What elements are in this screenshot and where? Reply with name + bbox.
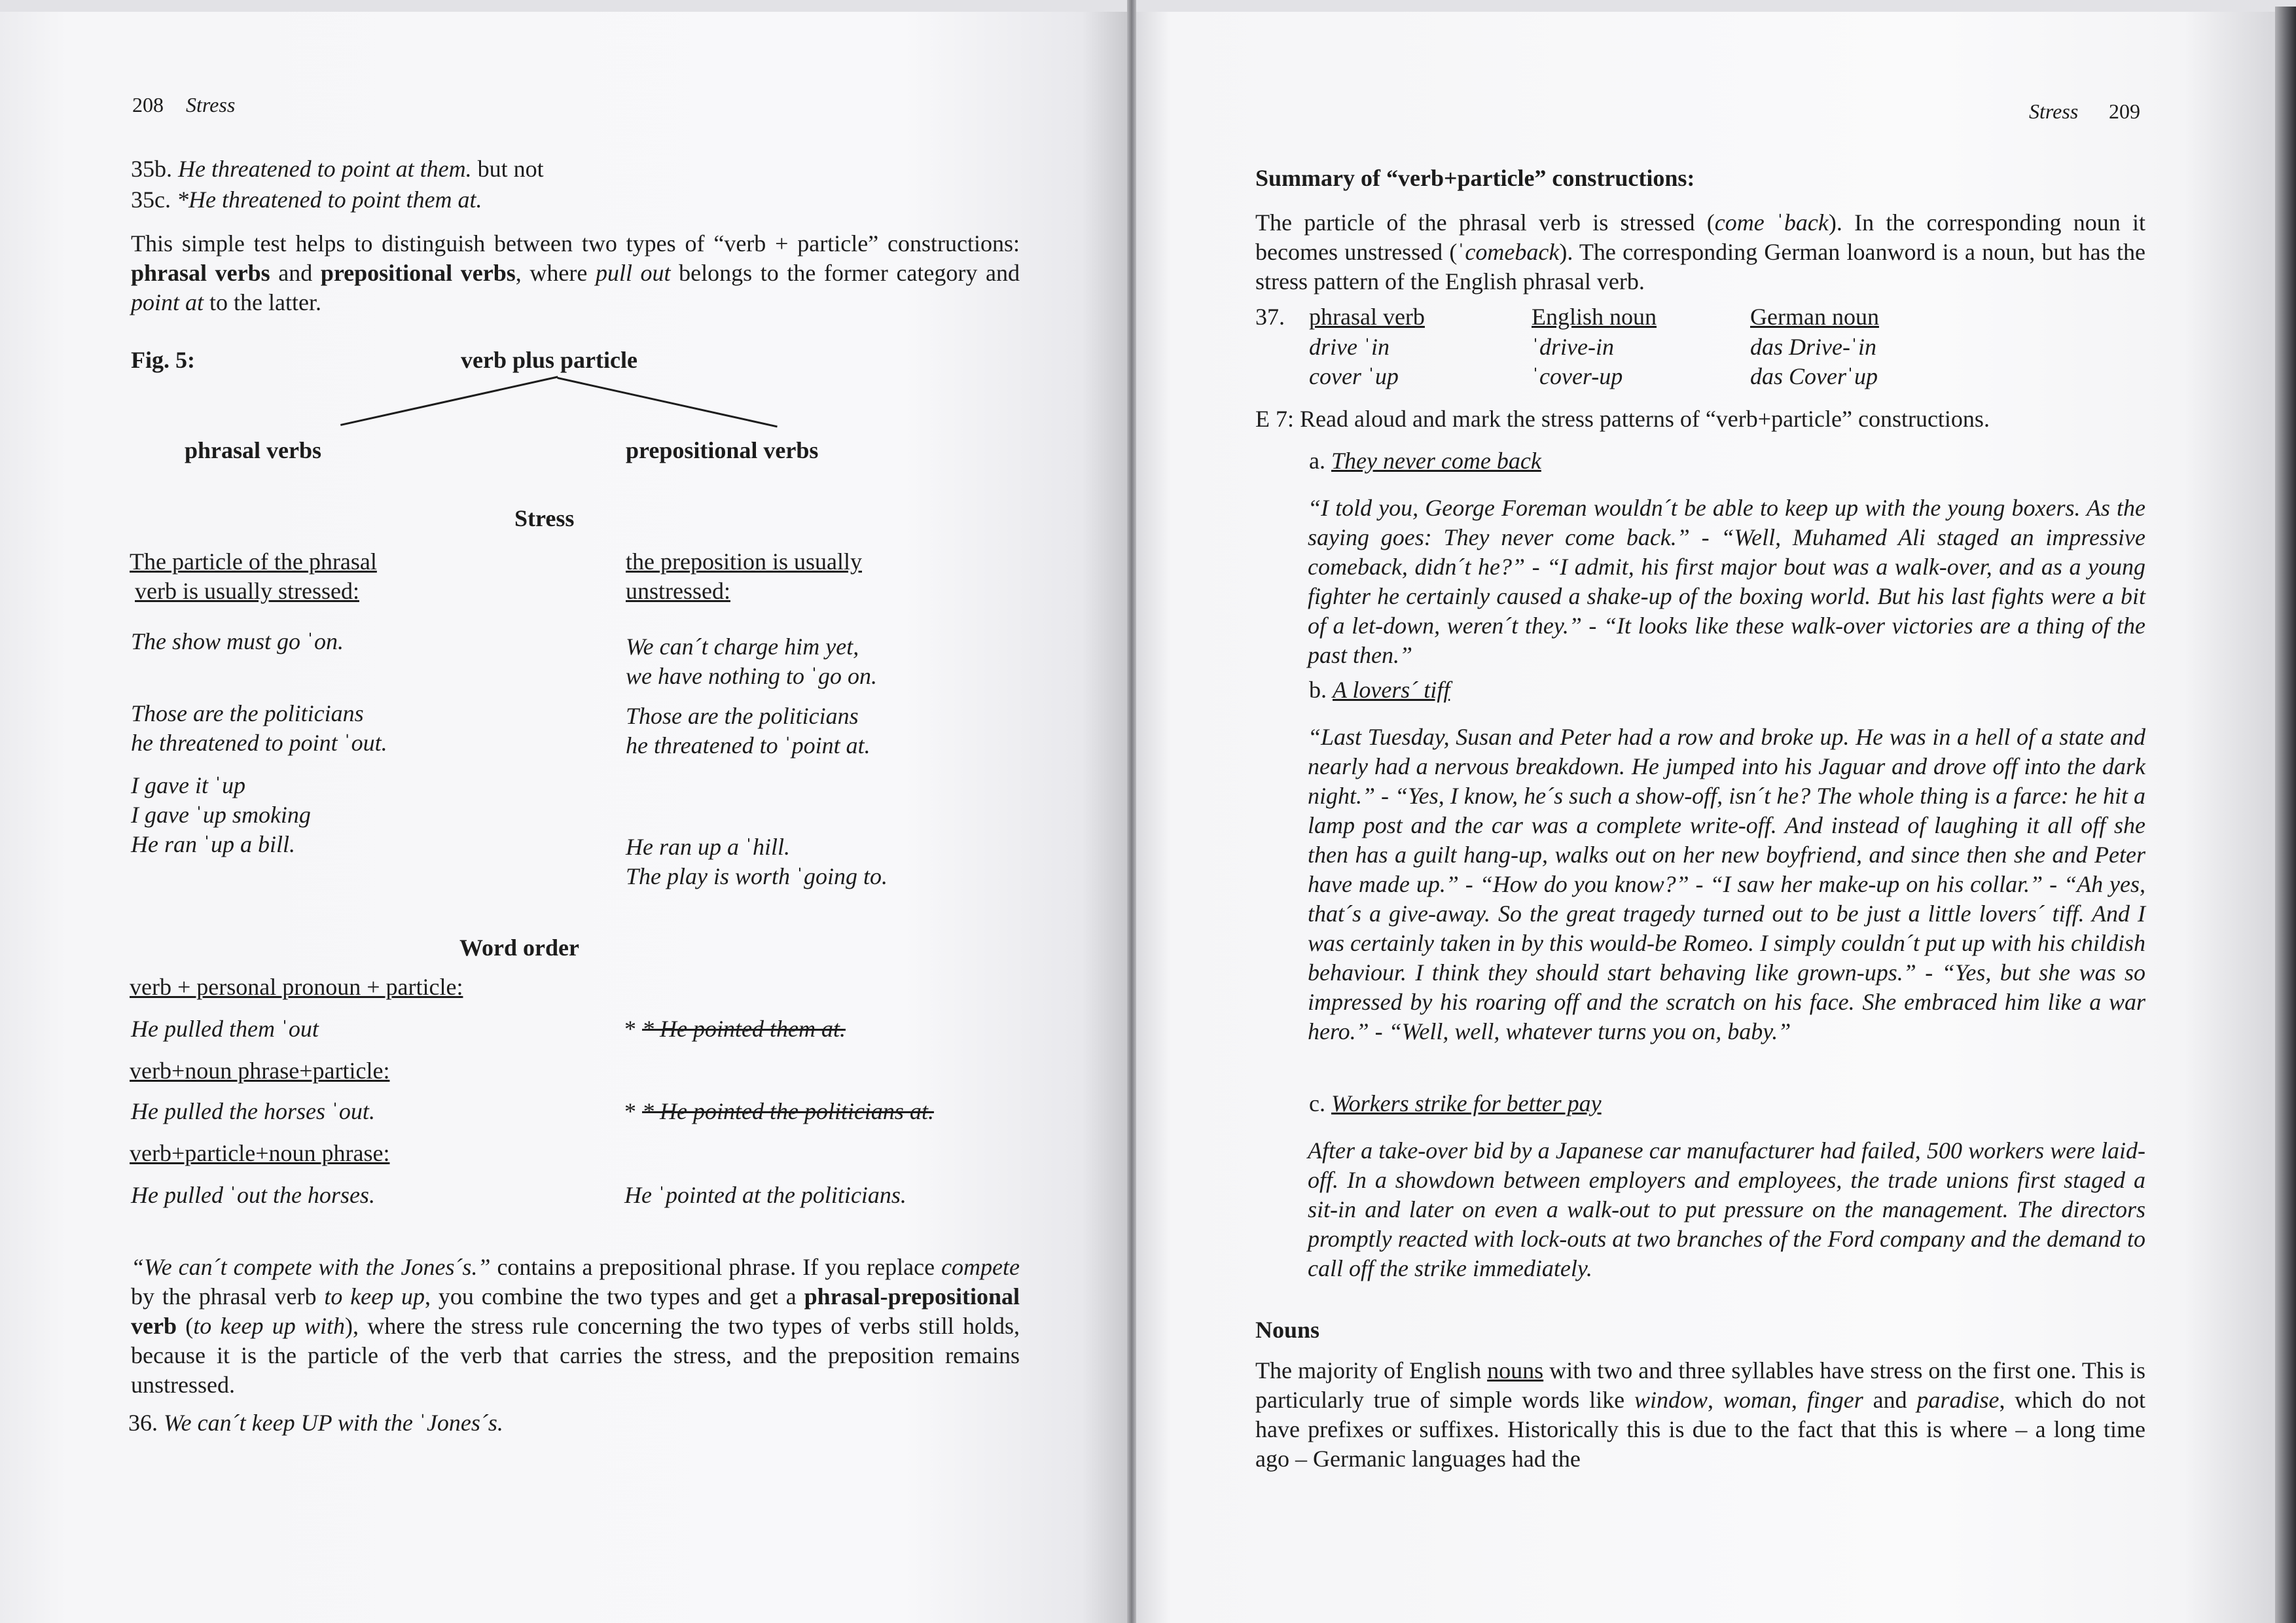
word-order-ex-3-right: He ˈpointed at the politicians. [624,1182,906,1208]
stress-heading: Stress [514,505,575,531]
figure-left-branch-line [340,376,558,426]
word-order-heading: Word order [459,935,579,961]
word-order-ex-2-right: * * He pointed the politicians at. [624,1098,934,1124]
example-gave-2: I gave ˈup smoking [131,802,311,828]
exercise-c-text: After a take-over bid by a Japanese car manufacturer had failed, 500 workers were laid-off. In a showdown between employers and employees, the trade unions first staged a sit-in and later on even a walk-out to put pressure on the management. The directors promptly reacted with lock-outs at two branches of the Ford company and the demand to call off the strike immediately. [1308,1137,2145,1281]
example-politicians-right-1: Those are the politicians [626,703,859,729]
book-gutter [1127,0,1136,1623]
nouns-paragraph: The majority of English nouns with two and three syllables have stress on the first one. This is particularly true of simple words like window, woman, finger and paradise, which do not have prefixes or suffixes. Historically this is due to the fact that this is where – a long time ago – Germanic languages had the [1255,1357,2146,1472]
word-order-rule-1: verb + personal pronoun + particle: [130,974,463,1000]
word-order-rule-3: verb+particle+noun phrase: [130,1140,390,1166]
exercise-b-title: b. A lovers´ tiff [1309,677,1450,703]
word-order-ex-3-left: He pulled ˈout the horses. [131,1182,375,1208]
exercise-c-title: c. Workers strike for better pay [1309,1090,1602,1116]
example-politicians-left-1: Those are the politicians [131,700,364,726]
table-cell: das Drive-ˈin [1750,334,1876,360]
table-cell: ˈcover-up [1532,363,1623,389]
example-show: The show must go ˈon. [131,628,344,654]
page-number: 209 [2109,99,2140,123]
example-37-number: 37. [1255,304,1285,330]
summary-paragraph: The particle of the phrasal verb is stressed (come ˈback). In the corresponding noun it becomes unstressed (ˈcomeback). The corresponding German loanword is a noun, but has the stress pattern of the English phrasal verb. [1255,209,2145,294]
page-number: 208 [132,93,164,116]
exercise-e7: E 7: Read aloud and mark the stress patterns of “verb+particle” constructions. [1255,406,1990,432]
figure-left-node: phrasal verbs [185,437,322,463]
figure-root-node: verb plus particle [461,347,637,373]
exercise-b-text: “Last Tuesday, Susan and Peter had a row and broke up. He was in a hell of a state and nearly had a nervous breakdown. He jumped into his Jaguar and drove off into the dark night.” - “Yes, I know, he´s such a show-off, isn´t he? The whole thing is a farce: he hit a lamp post and the car was a complete write-off. And instead of laughing it all off she then has a guilt hang-up, walks out on her new boyfriend, and since then she and Peter have made up.” - “How do you know?” - “I saw her make-up on his collar.” - “Ah yes, that´s a give-away. So the great tragedy turned out to be just a little lovers´ tiff. And I was certainly taken in by this would-be Romeo. I simply couldn´t put up with his childish behaviour. I think they should start behaving like grown-ups.” - “Yes, but she was so impressed by his roaring off and the scratch on his face. She embraced him like a war hero.” - “Well, well, whatever turns you on, baby.” [1308,724,2145,1044]
prep-rule-line-1: the preposition is usually [626,548,862,575]
example-politicians-right-2: he threatened to ˈpoint at. [626,732,870,758]
figure-right-node: prepositional verbs [626,437,819,463]
exercise-a-text: “I told you, George Foreman wouldn´t be able to keep up with the young boxers. As the saying goes: They never come back.” - “Well, Muhamed Ali staged an impressive comeback, didn´t he?” - “I admit, his first major bout was a walk-over, and as a young fighter he certainly caused a shake-up of the boxing world. But his last fights were a bit of a let-down, weren´t they.” - “It looks like these walk-over victories are a thing of the past then.” [1308,495,2145,668]
example-charge-1: We can´t charge him yet, [626,633,859,660]
word-order-ex-1-right: * * He pointed them at. [624,1016,846,1042]
example-charge-2: we have nothing to ˈgo on. [626,663,877,689]
table-header-english-noun: English noun [1532,304,1657,330]
book-edge [2275,7,2296,1623]
summary-heading: Summary of “verb+particle” constructions: [1255,165,1695,191]
intro-paragraph: This simple test helps to distinguish between two types of “verb + particle” constructions: phrasal verbs and prepositional verbs, where pull out belongs to the former category and point at to the latter. [131,230,1020,315]
table-cell: drive ˈin [1309,334,1390,360]
example-hill: He ran up a ˈhill. [626,834,790,860]
table-header-german-noun: German noun [1750,304,1879,330]
left-page [0,12,1127,1623]
exercise-a-title: a. They never come back [1309,448,1541,474]
table-header-phrasal-verb: phrasal verb [1309,304,1425,330]
example-36: 36. We can´t keep UP with the ˈJones´s. [128,1410,503,1436]
figure-right-branch-line [557,377,777,427]
table-cell: cover ˈup [1309,363,1399,389]
word-order-ex-2-left: He pulled the horses ˈout. [131,1098,375,1124]
word-order-rule-2: verb+noun phrase+particle: [130,1058,390,1084]
phrasal-rule-line-1: The particle of the phrasal [130,548,377,575]
table-cell: das Coverˈup [1750,363,1878,389]
right-page [1136,12,2275,1623]
example-gave-1: I gave it ˈup [131,772,245,798]
word-order-ex-1-left: He pulled them ˈout [131,1016,319,1042]
example-ran-bill: He ran ˈup a bill. [131,831,295,857]
phrasal-rule-line-2: verb is usually stressed: [135,578,359,604]
example-politicians-left-2: he threatened to point ˈout. [131,730,387,756]
figure-label: Fig. 5: [131,347,195,373]
example-35c: 35c. *He threatened to point them at. [131,187,482,213]
example-play: The play is worth ˈgoing to. [626,863,888,889]
running-head: Stress [186,93,236,116]
running-head: Stress [2029,99,2079,123]
prep-rule-line-2: unstressed: [626,578,730,604]
table-cell: ˈdrive-in [1532,334,1614,360]
example-35b: 35b. He threatened to point at them. but not [131,156,544,182]
phrasal-prepositional-paragraph: “We can´t compete with the Jones´s.” contains a prepositional phrase. If you replace compete by the phrasal verb to keep up, you combine the two types and get a phrasal-prepositional verb (to keep up with), where the stress rule concerning the two types of verbs still holds, because it is the particle of the verb that carries the stress, and the preposition remains unstressed. [131,1254,1020,1398]
nouns-heading: Nouns [1255,1317,1320,1343]
